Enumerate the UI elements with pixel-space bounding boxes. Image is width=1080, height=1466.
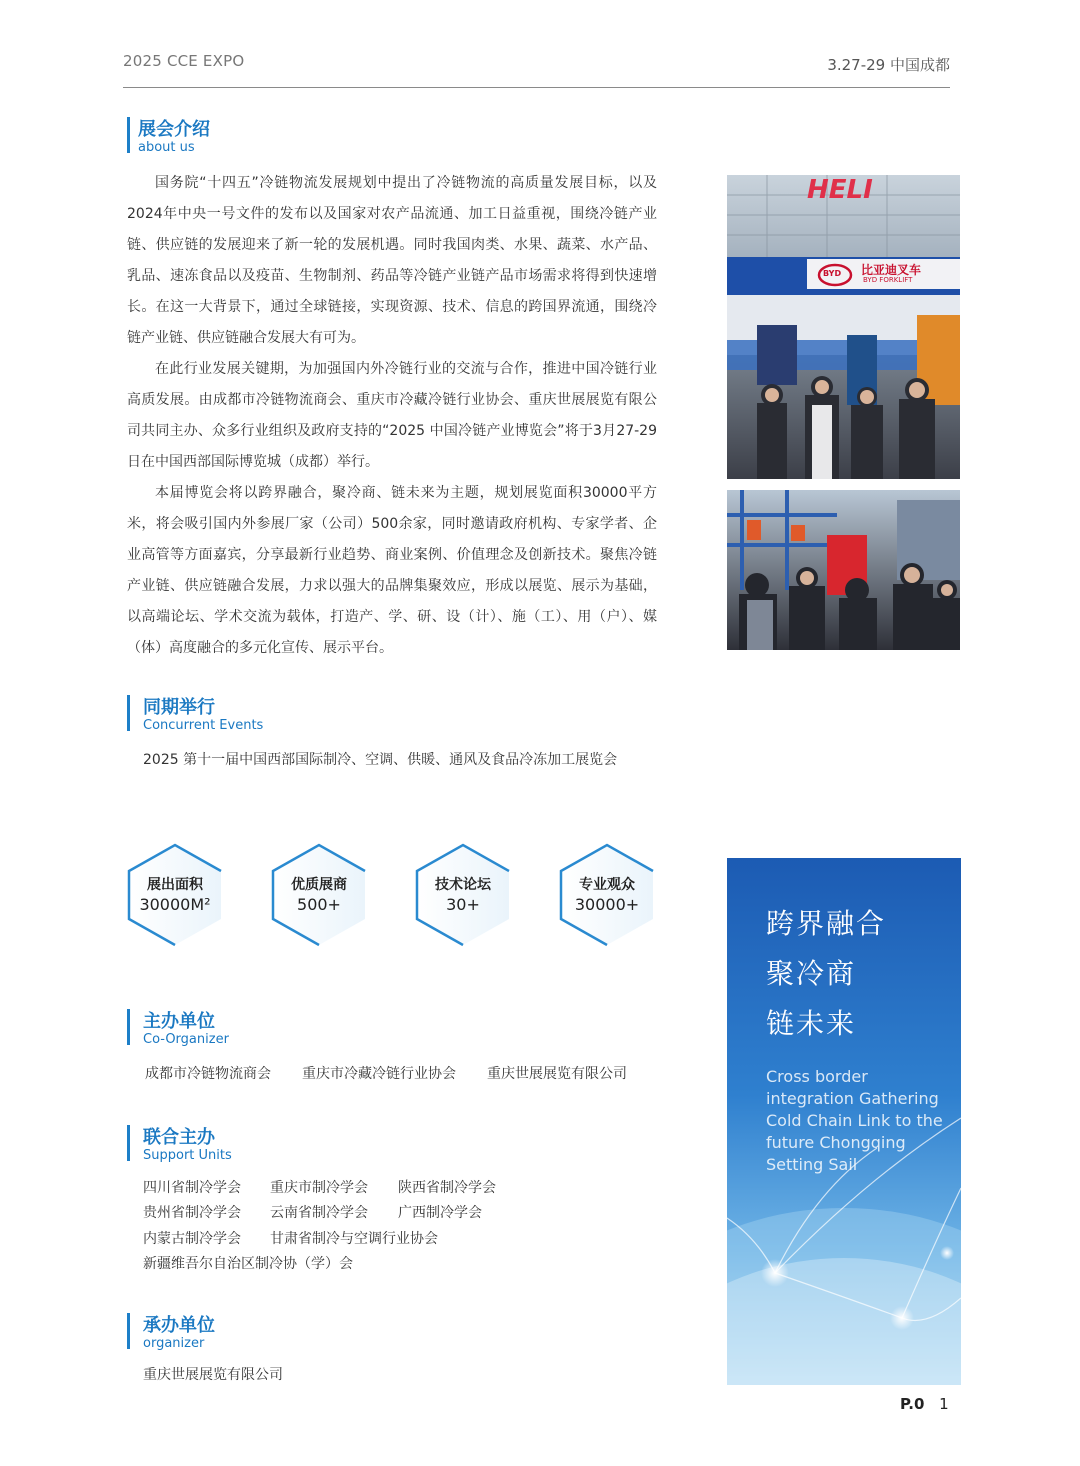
heading-accent-bar [127,117,130,153]
co-organizer-item: 成都市冷链物流商会 [145,1066,271,1082]
about-title-en: about us [138,140,195,155]
stat-hexagon-visitors [559,843,655,947]
support-units-title-en: Support Units [143,1148,232,1163]
slogan-banner [727,858,961,1385]
sign-byd-chinese: 比亚迪叉车 [861,263,922,277]
about-paragraph-1: 国务院“十四五”冷链物流发展规划中提出了冷链物流的高质量发展目标，以及2024年中央一号文件的发布以及国家对农产品流通、加工日益重视，围绕冷链产业链、供应链的发展迎来了新一轮的发展机遇。同时我国肉类、水果、蔬菜、水产品、乳品、速冻食品以及疫苗、生物制剂、药品等冷链产业链产品市场需求将得到快速增长。在这一大背景下，通过全球链接，实现资源、技术、信息的跨国界流通，围绕冷链产业链、供应链融合发展大有可为。 [127,175,657,346]
support-unit: 新疆维吾尔自治区制冷协（学）会 [143,1256,353,1272]
expo-photo-forklift-booth [727,175,960,479]
organizer-title-en: organizer [143,1336,205,1351]
page-index: 1 [939,1395,949,1413]
slogan-line-1: 跨界融合 [766,907,887,940]
stat-value: 500+ [297,895,341,914]
page-number [900,1395,949,1413]
stat-value: 30+ [446,895,480,914]
slogan-line-2: 聚冷商 [766,957,857,990]
co-organizer-item: 重庆世展展览有限公司 [487,1066,627,1082]
co-organizer-title-zh: 主办单位 [143,1011,215,1032]
stat-title: 展出面积 [147,877,203,893]
heading-accent-bar [127,1009,130,1045]
about-paragraph-3: 本届博览会将以跨界融合，聚冷商、链未来为主题，规划展览面积30000平方米，将会吸引国内外参展厂家（公司）500余家，同时邀请政府机构、专家学者、企业高管等方面嘉宾，分享最新行业趋势、商业案例、价值理念及创新技术。聚焦冷链产业链、供应链融合发展，力求以强大的品牌集聚效应，形成以展览、展示为基础，以高端论坛、学术交流为载体，打造产、学、研、设（计）、施（工）、用（户）、媒（体）高度融合的多元化宣传、展示平台。 [127,485,657,656]
support-unit: 重庆市制冷学会 [270,1180,368,1196]
co-organizer-item: 重庆市冷藏冷链行业协会 [302,1066,456,1082]
stat-title: 技术论坛 [435,877,491,893]
co-organizer-title-en: Co-Organizer [143,1032,229,1047]
concurrent-event-text: 2025 第十一届中国西部国际制冷、空调、供暖、通风及食品冷冻加工展览会 [143,752,618,768]
slogan-english: Cross border integration Gathering Cold Chain Link to the future Chongqing Setting Sail [766,1067,943,1174]
about-paragraph-2: 在此行业发展关键期，为加强国内外冷链行业的交流与合作，推进中国冷链行业高质发展。由成都市冷链物流商会、重庆市冷藏冷链行业协会、重庆世展展览有限公司共同主办、众多行业组织及政府支持的“2025 中国冷链产业博览会”将于3月27-29日在中国西部国际博览城（成都）举行。 [127,361,657,470]
support-unit: 广西制冷学会 [398,1205,482,1221]
concurrent-title-zh: 同期举行 [143,697,215,718]
about-title-zh: 展会介绍 [138,119,210,140]
support-unit: 云南省制冷学会 [270,1205,368,1221]
support-unit: 四川省制冷学会 [143,1180,241,1196]
organizer-title-zh: 承办单位 [143,1315,215,1336]
stat-title: 优质展商 [291,877,347,893]
header-date-location: 3.27-29 中国成都 [827,56,950,74]
header-divider [123,87,950,88]
support-unit: 陕西省制冷学会 [398,1180,496,1196]
heading-accent-bar [127,1313,130,1349]
stat-hexagon-exhibitors [271,843,367,947]
stat-value: 30000M² [139,895,211,914]
support-units-title-zh: 联合主办 [143,1127,215,1148]
stat-value: 30000+ [574,895,640,914]
expo-photo-crowd [727,490,960,650]
support-unit: 贵州省制冷学会 [143,1205,241,1221]
sign-heli: HELI [807,175,873,205]
slogan-line-3: 链未来 [766,1007,857,1040]
sign-byd-logo: BYD [823,269,842,278]
stat-hexagon-area [127,843,223,947]
stat-hexagon-forums [415,843,511,947]
sign-byd-forklift: BYD FORKLIFT [863,276,913,284]
heading-accent-bar [127,1125,130,1161]
organizer-name: 重庆世展展览有限公司 [143,1367,283,1383]
header-left-title: 2025 CCE EXPO [123,52,245,70]
support-unit: 甘肃省制冷与空调行业协会 [270,1231,438,1247]
page-label: P.0 [900,1395,925,1413]
concurrent-title-en: Concurrent Events [143,718,264,733]
heading-accent-bar [127,695,130,731]
support-unit: 内蒙古制冷学会 [143,1231,241,1247]
stat-title: 专业观众 [579,877,635,893]
